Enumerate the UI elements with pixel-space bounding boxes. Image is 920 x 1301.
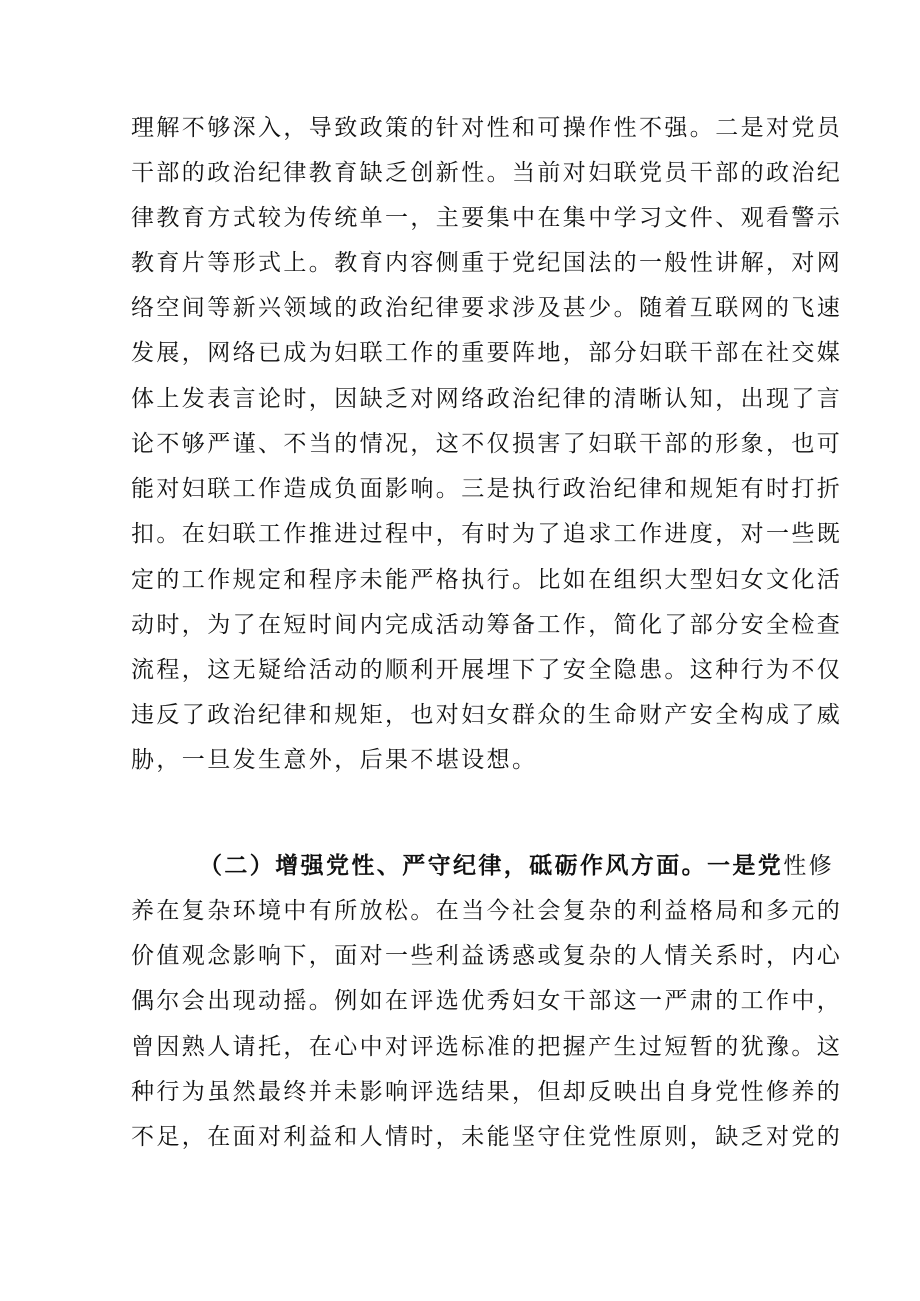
- paragraph-line: 种行为虽然最终并未影响评选结果，但却反映出自身党性修养的: [131, 1079, 843, 1105]
- paragraph-line: 论不够严谨、不当的情况，这不仅损害了妇联干部的形象，也可: [131, 431, 843, 457]
- section-heading-line: [199, 846, 835, 886]
- paragraph-line: 曾因熟人请托，在心中对评选标准的把握产生过短暂的犹豫。这: [131, 1034, 843, 1060]
- paragraph-line: 价值观念影响下，面对一些利益诱惑或复杂的人情关系时，内心: [131, 943, 843, 969]
- section-heading: （二）增强党性、严守纪律，砥砺作风方面。一是党: [199, 852, 784, 879]
- paragraph-line: 络空间等新兴领域的政治纪律要求涉及甚少。随着互联网的飞速: [131, 295, 843, 321]
- paragraph-line: 动时，为了在短时间内完成活动筹备工作，简化了部分安全检查: [131, 612, 843, 638]
- paragraph-line: 违反了政治纪律和规矩，也对妇女群众的生命财产安全构成了威: [131, 702, 843, 728]
- paragraph-line: 养在复杂环境中有所放松。在当今社会复杂的利益格局和多元的: [131, 898, 843, 924]
- paragraph-line: 定的工作规定和程序未能严格执行。比如在组织大型妇女文化活: [131, 567, 843, 593]
- paragraph-line: 律教育方式较为传统单一，主要集中在集中学习文件、观看警示: [131, 205, 843, 231]
- paragraph-line-last: 胁，一旦发生意外，后果不堪设想。: [131, 747, 538, 773]
- paragraph-line: 不足，在面对利益和人情时，未能坚守住党性原则，缺乏对党的: [131, 1124, 843, 1150]
- paragraph-line: 理解不够深入，导致政策的针对性和可操作性不强。二是对党员: [131, 115, 843, 141]
- paragraph-line: 能对妇联工作造成负面影响。三是执行政治纪律和规矩有时打折: [131, 476, 843, 502]
- paragraph-line: 干部的政治纪律教育缺乏创新性。当前对妇联党员干部的政治纪: [131, 160, 843, 186]
- paragraph-line: 体上发表言论时，因缺乏对网络政治纪律的清晰认知，出现了言: [131, 386, 843, 412]
- paragraph-line: 扣。在妇联工作推进过程中，有时为了追求工作进度，对一些既: [131, 521, 843, 547]
- section-heading-tail: 性修: [783, 853, 835, 879]
- paragraph-line: 流程，这无疑给活动的顺利开展埋下了安全隐患。这种行为不仅: [131, 657, 843, 683]
- paragraph-line: 偶尔会出现动摇。例如在评选优秀妇女干部这一严肃的工作中，: [131, 988, 843, 1014]
- paragraph-line: 发展，网络已成为妇联工作的重要阵地，部分妇联干部在社交媒: [131, 340, 843, 366]
- paragraph-line: 教育片等形式上。教育内容侧重于党纪国法的一般性讲解，对网: [131, 250, 843, 276]
